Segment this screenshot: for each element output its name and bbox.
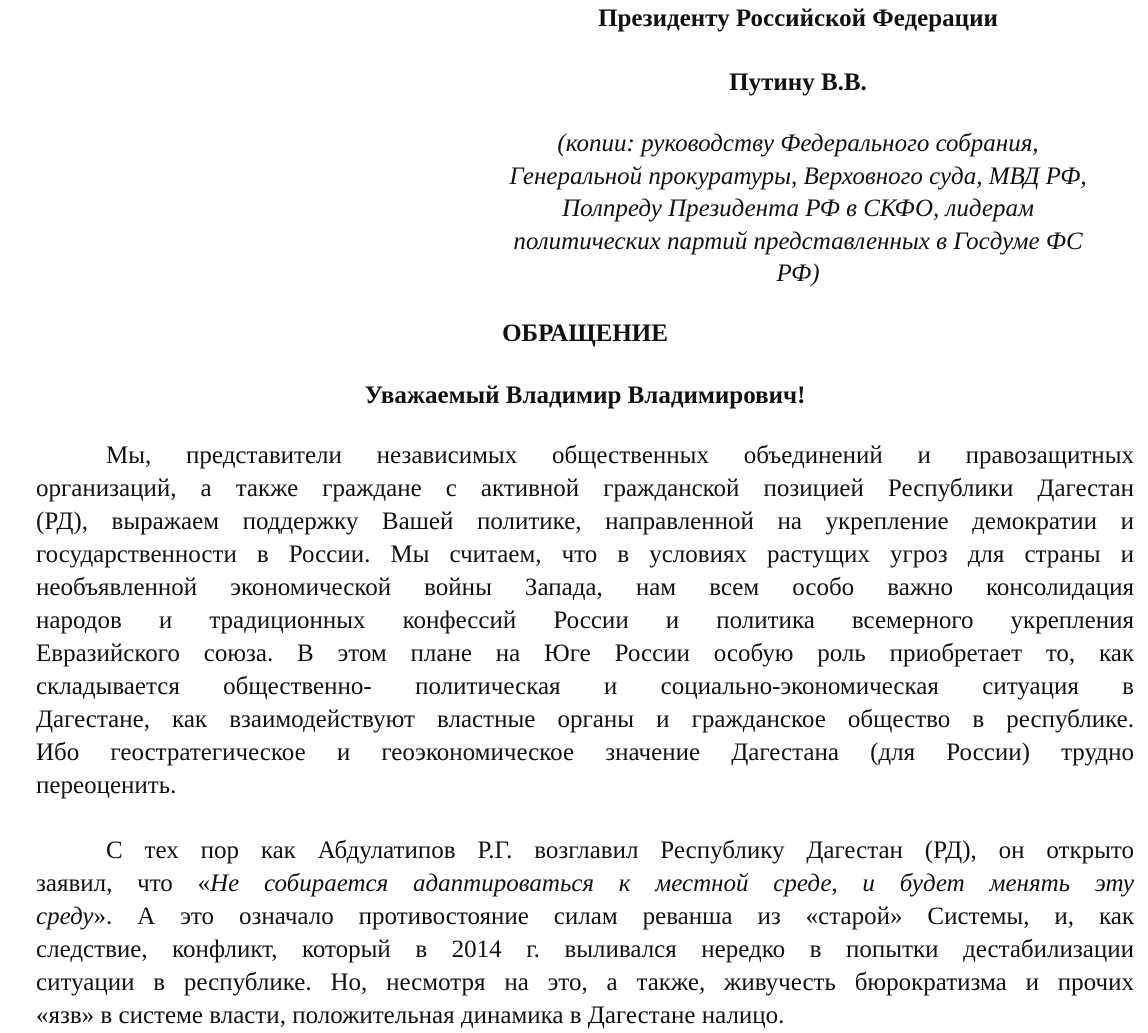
copies-line: Генеральной прокуратуры, Верховного суда, МВД РФ, [509, 162, 1087, 190]
paragraph-line: Ибо геостратегическое и геоэкономическое значение Дагестана (для России) трудно [36, 739, 1134, 766]
document-title: ОБРАЩЕНИЕ [502, 320, 668, 347]
copies-line: политических партий представленных в Госдуме ФС [513, 227, 1083, 255]
paragraph-line: складывается общественно- политическая и социально-экономическая ситуация в [36, 673, 1134, 700]
paragraph-2 [36, 834, 1134, 1032]
addressee-line-name: Путину В.В. [729, 69, 867, 96]
quote-intro: заявил, что « [36, 870, 211, 897]
paragraph-1 [36, 439, 1134, 802]
paragraph-line [36, 900, 1134, 933]
copies-block [470, 128, 1126, 291]
copies-line: РФ) [776, 260, 820, 287]
paragraph-line: государственности в России. Мы считаем, что в условиях растущих угроз для страны и [36, 541, 1134, 568]
paragraph-line: переоценить. [36, 772, 177, 799]
paragraph-line: ситуации в республике. Но, несмотря на это, а также, живучесть бюрократизма и прочих [36, 969, 1134, 996]
quote-continuation: ». А это означало противостояние силам реванша из «старой» Системы, и, как [93, 903, 1134, 930]
italic-quote: Не собирается адаптироваться к местной среде, и будет менять эту [210, 870, 1134, 897]
paragraph-line: Евразийского союза. В этом плане на Юге России особую роль приобретает то, как [36, 640, 1134, 667]
copies-line: Полпреду Президента РФ в СКФО, лидерам [562, 195, 1034, 222]
paragraph-line: народов и традиционных конфессий России и политика всемерного укрепления [36, 607, 1134, 634]
paragraph-line: (РД), выражаем поддержку Вашей политике, направленной на укрепление демократии и [36, 508, 1134, 535]
copies-line: (копии: руководству Федерального собрания, [557, 130, 1039, 157]
addressee-line-president: Президенту Российской Федерации [598, 5, 998, 32]
paragraph-line: С тех пор как Абдулатипов Р.Г. возглавил Республику Дагестан (РД), он открыто [106, 837, 1134, 864]
paragraph-line: Дагестане, как взаимодействуют властные органы и гражданское общество в республике. [36, 706, 1134, 733]
paragraph-line: организаций, а также граждане с активной гражданской позицией Республики Дагестан [36, 475, 1134, 502]
paragraph-line: необъявленной экономической войны Запада, нам всем особо важно консолидация [36, 574, 1134, 601]
paragraph-line: «язв» в системе власти, положительная динамика в Дагестане налицо. [36, 1002, 785, 1029]
paragraph-line [36, 867, 1134, 900]
paragraph-line: следствие, конфликт, который в 2014 г. выливался нередко в попытки дестабилизации [36, 936, 1134, 963]
paragraph-line: Мы, представители независимых общественных объединений и правозащитных [106, 442, 1134, 469]
salutation: Уважаемый Владимир Владимирович! [364, 382, 806, 409]
italic-quote-end: среду [36, 903, 94, 930]
